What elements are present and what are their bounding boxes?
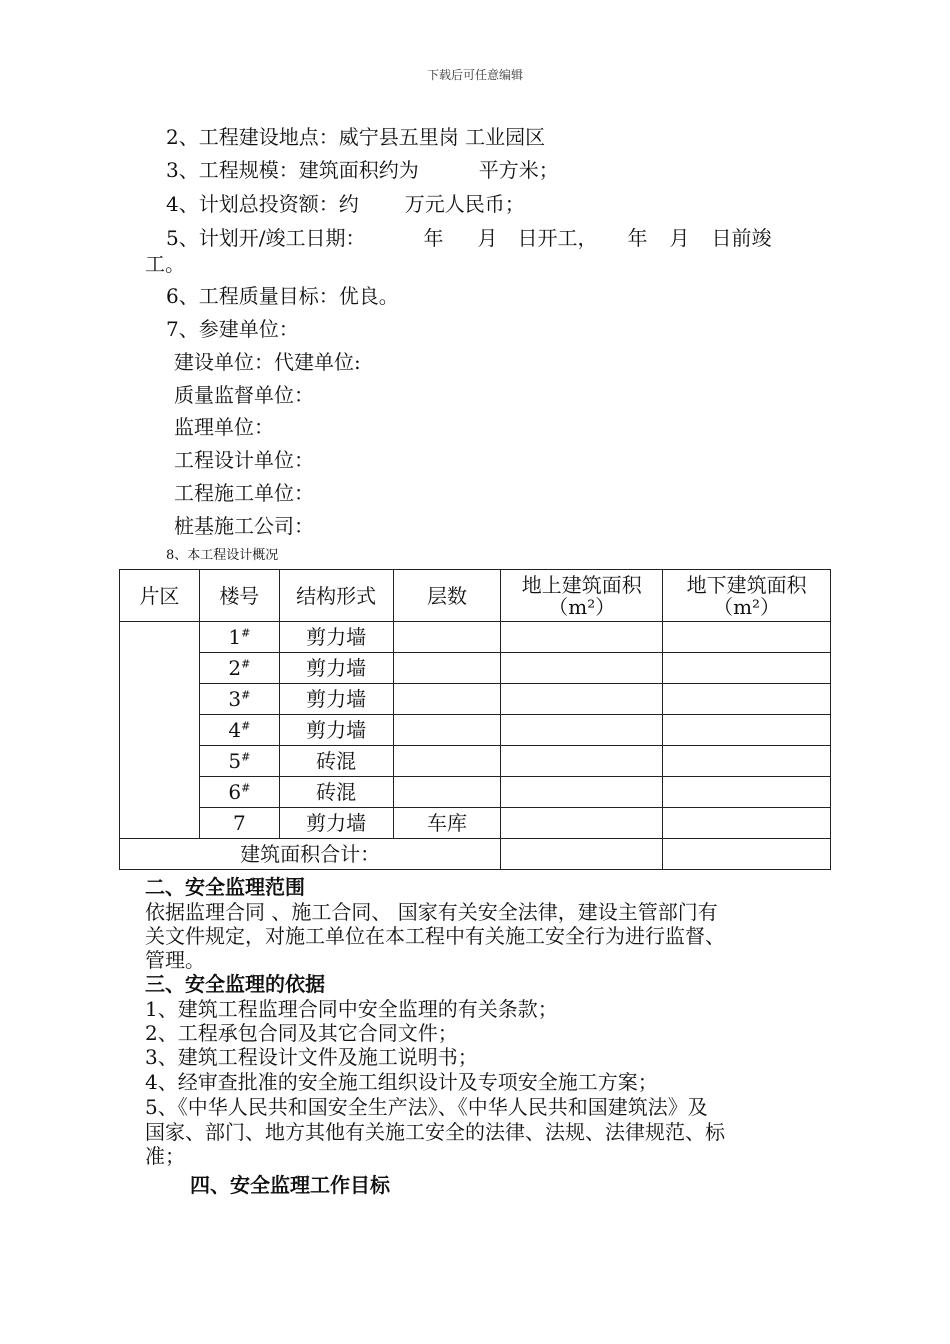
item-5-month-1: 月 <box>477 226 498 250</box>
section-2-line-2: 关文件规定，对施工单位在本工程中有关施工安全行为进行监督、 <box>145 924 725 948</box>
item-3-label: 3、工程规模：建筑面积约为 <box>166 158 419 182</box>
below-area-cell <box>663 777 831 808</box>
table-row <box>120 684 831 715</box>
item-5-cont: 工。 <box>145 252 185 276</box>
structure-cell: 剪力墙 <box>279 808 393 839</box>
unit-builder: 工程施工单位： <box>174 481 314 505</box>
floors-cell: 车库 <box>393 808 501 839</box>
item-5-day-2: 日前竣 <box>711 226 772 250</box>
unit-construction: 建设单位：代建单位: <box>174 350 361 374</box>
section-3-item-4: 4、经审查批准的安全施工组织设计及专项安全施工方案； <box>145 1070 658 1094</box>
building-cell: 3# <box>199 684 279 715</box>
above-area-cell <box>501 808 663 839</box>
col-header-building: 楼号 <box>199 570 279 622</box>
table-row <box>120 715 831 746</box>
item-2: 2、工程建设地点：威宁县五里岗 工业园区 <box>166 125 546 149</box>
above-area-cell <box>501 746 663 777</box>
total-label-cell: 建筑面积合计： <box>120 839 501 870</box>
below-area-cell <box>663 653 831 684</box>
floors-cell <box>393 746 501 777</box>
building-cell: 6# <box>199 777 279 808</box>
below-area-title: 地下建筑面积 <box>686 572 807 597</box>
table-total-row <box>120 839 831 870</box>
zone-cell <box>120 622 200 839</box>
item-8: 8、本工程设计概况 <box>166 548 279 563</box>
section-2-line-1: 依据监理合同 、施工合同、 国家有关安全法律，建设主管部门有 <box>145 900 718 924</box>
structure-cell: 剪力墙 <box>279 653 393 684</box>
structure-cell: 剪力墙 <box>279 715 393 746</box>
section-3-item-5-line-1: 5、《中华人民共和国安全生产法》、《中华人民共和国建筑法》及 <box>145 1095 708 1119</box>
section-3-item-2: 2、工程承包合同及其它合同文件； <box>145 1021 458 1045</box>
section-4-title: 四、安全监理工作目标 <box>190 1173 390 1197</box>
above-area-unit: （m²） <box>548 594 616 619</box>
unit-pile: 桩基施工公司： <box>174 514 314 538</box>
item-7: 7、参建单位： <box>166 317 299 341</box>
item-5-day-1: 日开工， <box>517 226 598 250</box>
design-overview-table <box>119 569 831 870</box>
unit-quality-supervision: 质量监督单位： <box>174 383 314 407</box>
item-5-year-2: 年 <box>627 226 648 250</box>
section-3-item-3: 3、建筑工程设计文件及施工说明书； <box>145 1045 478 1069</box>
below-area-cell <box>663 808 831 839</box>
floors-cell <box>393 653 501 684</box>
item-4-label: 4、计划总投资额：约 <box>166 192 359 216</box>
item-5-month-2: 月 <box>669 226 690 250</box>
section-3-title: 三、安全监理的依据 <box>145 972 325 996</box>
structure-cell: 砖混 <box>279 777 393 808</box>
building-cell: 1# <box>199 622 279 653</box>
above-area-title: 地上建筑面积 <box>521 572 642 597</box>
building-cell: 4# <box>199 715 279 746</box>
floors-cell <box>393 684 501 715</box>
structure-cell: 剪力墙 <box>279 622 393 653</box>
above-area-cell <box>501 715 663 746</box>
total-below-cell <box>663 839 831 870</box>
col-header-above-area <box>501 570 663 622</box>
building-cell: 5# <box>199 746 279 777</box>
col-header-floors: 层数 <box>393 570 501 622</box>
floors-cell <box>393 715 501 746</box>
total-above-cell <box>501 839 663 870</box>
table-row <box>120 777 831 808</box>
floors-cell <box>393 622 501 653</box>
floors-cell <box>393 777 501 808</box>
below-area-cell <box>663 622 831 653</box>
above-area-cell <box>501 684 663 715</box>
above-area-cell <box>501 653 663 684</box>
item-3 <box>166 158 559 182</box>
table-row <box>120 653 831 684</box>
above-area-cell <box>501 622 663 653</box>
structure-cell: 剪力墙 <box>279 684 393 715</box>
item-5-label: 5、计划开/竣工日期： <box>166 226 366 250</box>
section-3-item-1: 1、建筑工程监理合同中安全监理的有关条款； <box>145 997 558 1021</box>
page-header: 下载后可任意编辑 <box>426 68 523 82</box>
building-cell: 7 <box>199 808 279 839</box>
section-2-title: 二、安全监理范围 <box>145 875 305 899</box>
below-area-unit: （m²） <box>713 594 781 619</box>
table-row <box>120 622 831 653</box>
col-header-below-area <box>663 570 831 622</box>
unit-design: 工程设计单位： <box>174 448 314 472</box>
item-5-year-1: 年 <box>423 226 444 250</box>
item-4 <box>166 192 525 216</box>
section-3-item-5-line-3: 准； <box>145 1144 185 1168</box>
item-3-unit: 平方米； <box>478 158 559 182</box>
col-header-zone: 片区 <box>120 570 200 622</box>
item-5 <box>166 226 771 250</box>
section-3-item-5-line-2: 国家、部门、地方其他有关施工安全的法律、法规、法律规范、标 <box>145 1120 725 1144</box>
table-row <box>120 808 831 839</box>
table-row <box>120 746 831 777</box>
below-area-cell <box>663 684 831 715</box>
building-cell: 2# <box>199 653 279 684</box>
item-4-unit: 万元人民币； <box>404 192 525 216</box>
table-header-row <box>120 570 831 622</box>
item-6: 6、工程质量目标：优良。 <box>166 284 399 308</box>
structure-cell: 砖混 <box>279 746 393 777</box>
section-2-line-3: 管理。 <box>145 948 205 972</box>
below-area-cell <box>663 715 831 746</box>
unit-supervisor: 监理单位： <box>174 415 274 439</box>
below-area-cell <box>663 746 831 777</box>
above-area-cell <box>501 777 663 808</box>
col-header-structure: 结构形式 <box>279 570 393 622</box>
